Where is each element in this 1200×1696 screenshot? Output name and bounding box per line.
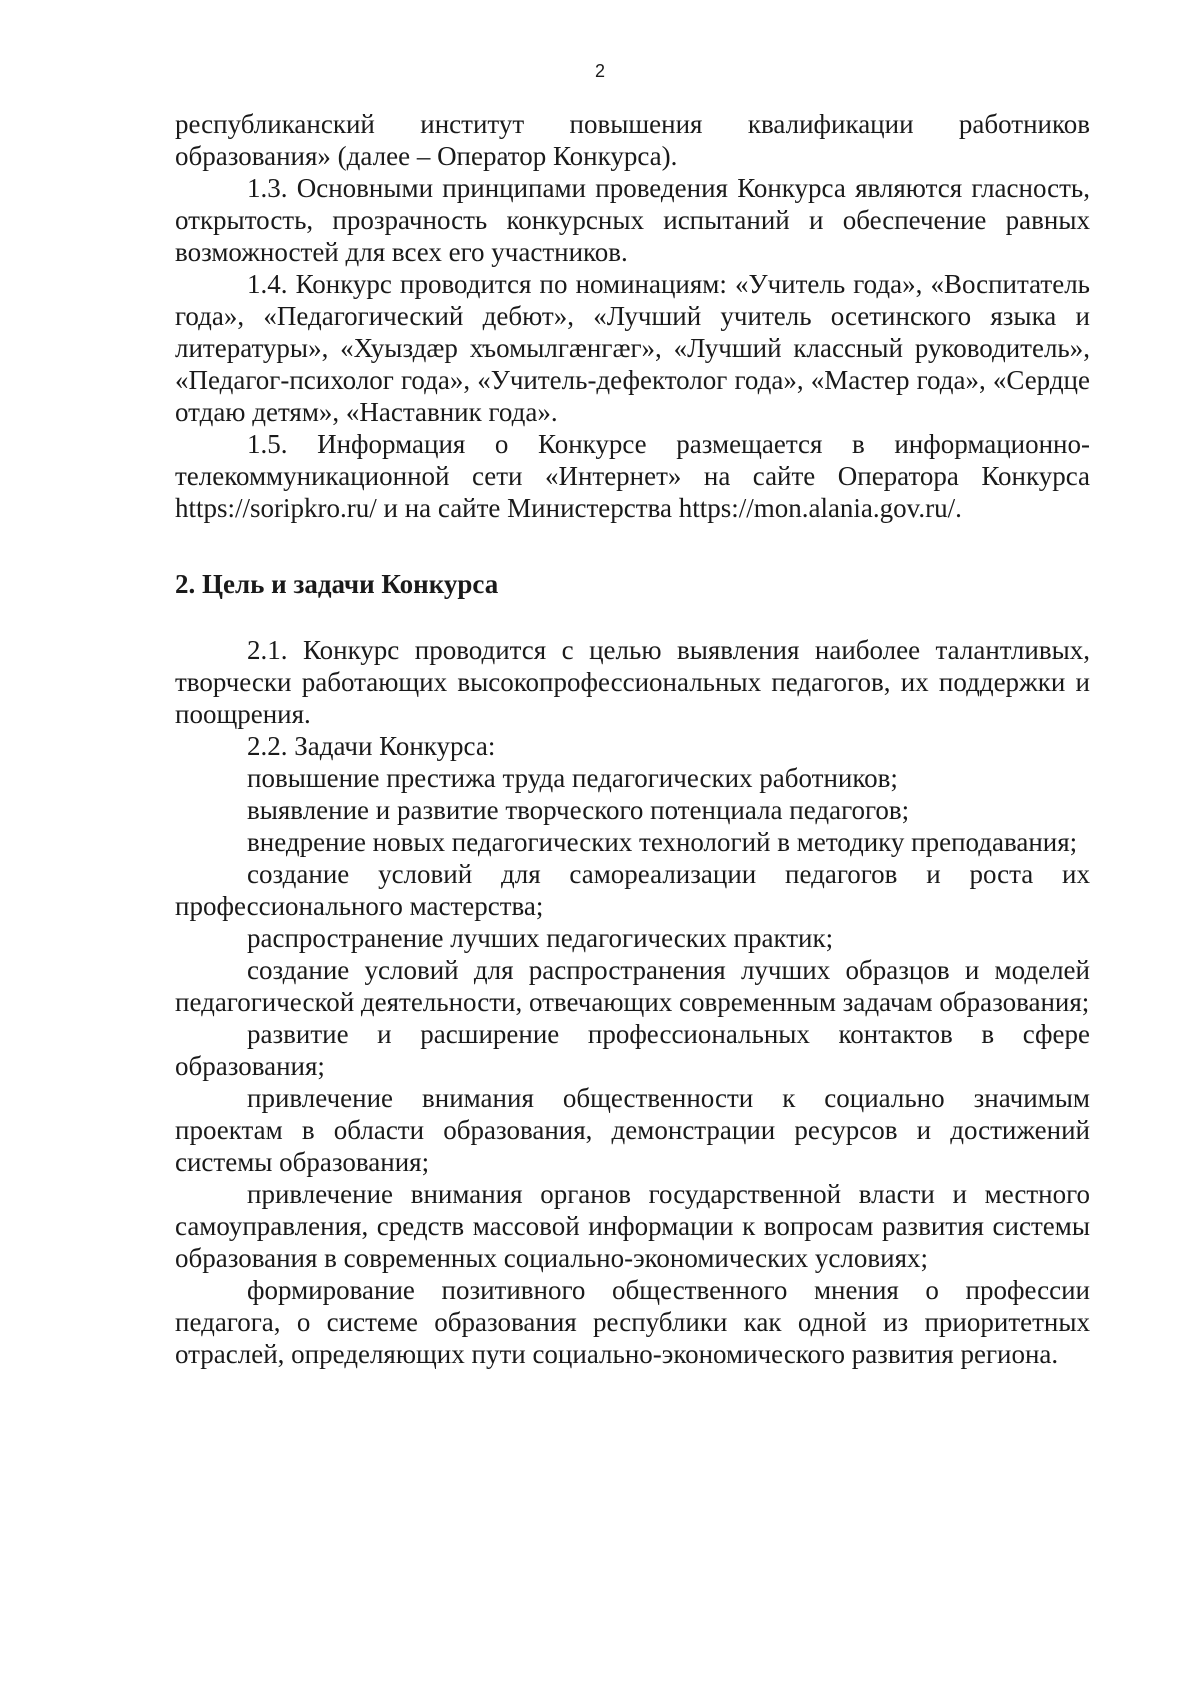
task-item: привлечение внимания общественности к социально значимым проектам в области образования, демонстрации ресурсов и достижений системы образования; [175, 1083, 1090, 1177]
task-item: повышение престижа труда педагогических работников; [247, 763, 898, 793]
task-item: привлечение внимания органов государственной власти и местного самоуправления, средств массовой информации к вопросам развития системы образования в современных социально-экономических условиях; [175, 1179, 1090, 1273]
task-item: создание условий для самореализации педагогов и роста их профессионального мастерства; [175, 859, 1090, 921]
paragraph-1-3: 1.3. Основными принципами проведения Конкурса являются гласность, открытость, прозрачность конкурсных испытаний и обеспечение равных возможностей для всех его участников. [175, 173, 1090, 267]
task-item: внедрение новых педагогических технологий в методику преподавания; [247, 827, 1078, 857]
task-item: создание условий для распространения лучших образцов и моделей педагогической деятельности, отвечающих современным задачам образования; [175, 955, 1090, 1017]
paragraph-1-5: 1.5. Информация о Конкурсе размещается в информационно-телекоммуникационной сети «Интернет» на сайте Оператора Конкурса https://soripkro.ru/ и на сайте Министерства https://mon.alania.gov.ru/. [175, 429, 1090, 523]
document-body [175, 108, 1090, 1370]
paragraph-2-1: 2.1. Конкурс проводится с целью выявления наиболее талантливых, творчески работающих высокопрофессиональных педагогов, их поддержки и поощрения. [175, 635, 1090, 729]
task-item: распространение лучших педагогических практик; [247, 923, 834, 953]
page-number: 2 [594, 61, 605, 81]
paragraph-1-2-continuation: республиканский институт повышения квалификации работников образования» (далее – Оператор Конкурса). [175, 109, 1090, 171]
paragraph-1-4: 1.4. Конкурс проводится по номинациям: «Учитель года», «Воспитатель года», «Педагогический дебют», «Лучший учитель осетинского языка и литературы», «Хуыздæр хъомылгæнгæг», «Лучший классный руководитель», «Педагог-психолог года», «Учитель-дефектолог года», «Мастер года», «Сердце отдаю детям», «Наставник года». [175, 269, 1090, 427]
section-2-heading: 2. Цель и задачи Конкурса [175, 569, 499, 599]
paragraph-2-2: 2.2. Задачи Конкурса: [247, 731, 496, 761]
task-item: выявление и развитие творческого потенциала педагогов; [247, 795, 910, 825]
task-item: развитие и расширение профессиональных контактов в сфере образования; [175, 1019, 1090, 1081]
task-item: формирование позитивного общественного мнения о профессии педагога, о системе образования республики как одной из приоритетных отраслей, определяющих пути социально-экономического развития региона. [175, 1275, 1090, 1369]
